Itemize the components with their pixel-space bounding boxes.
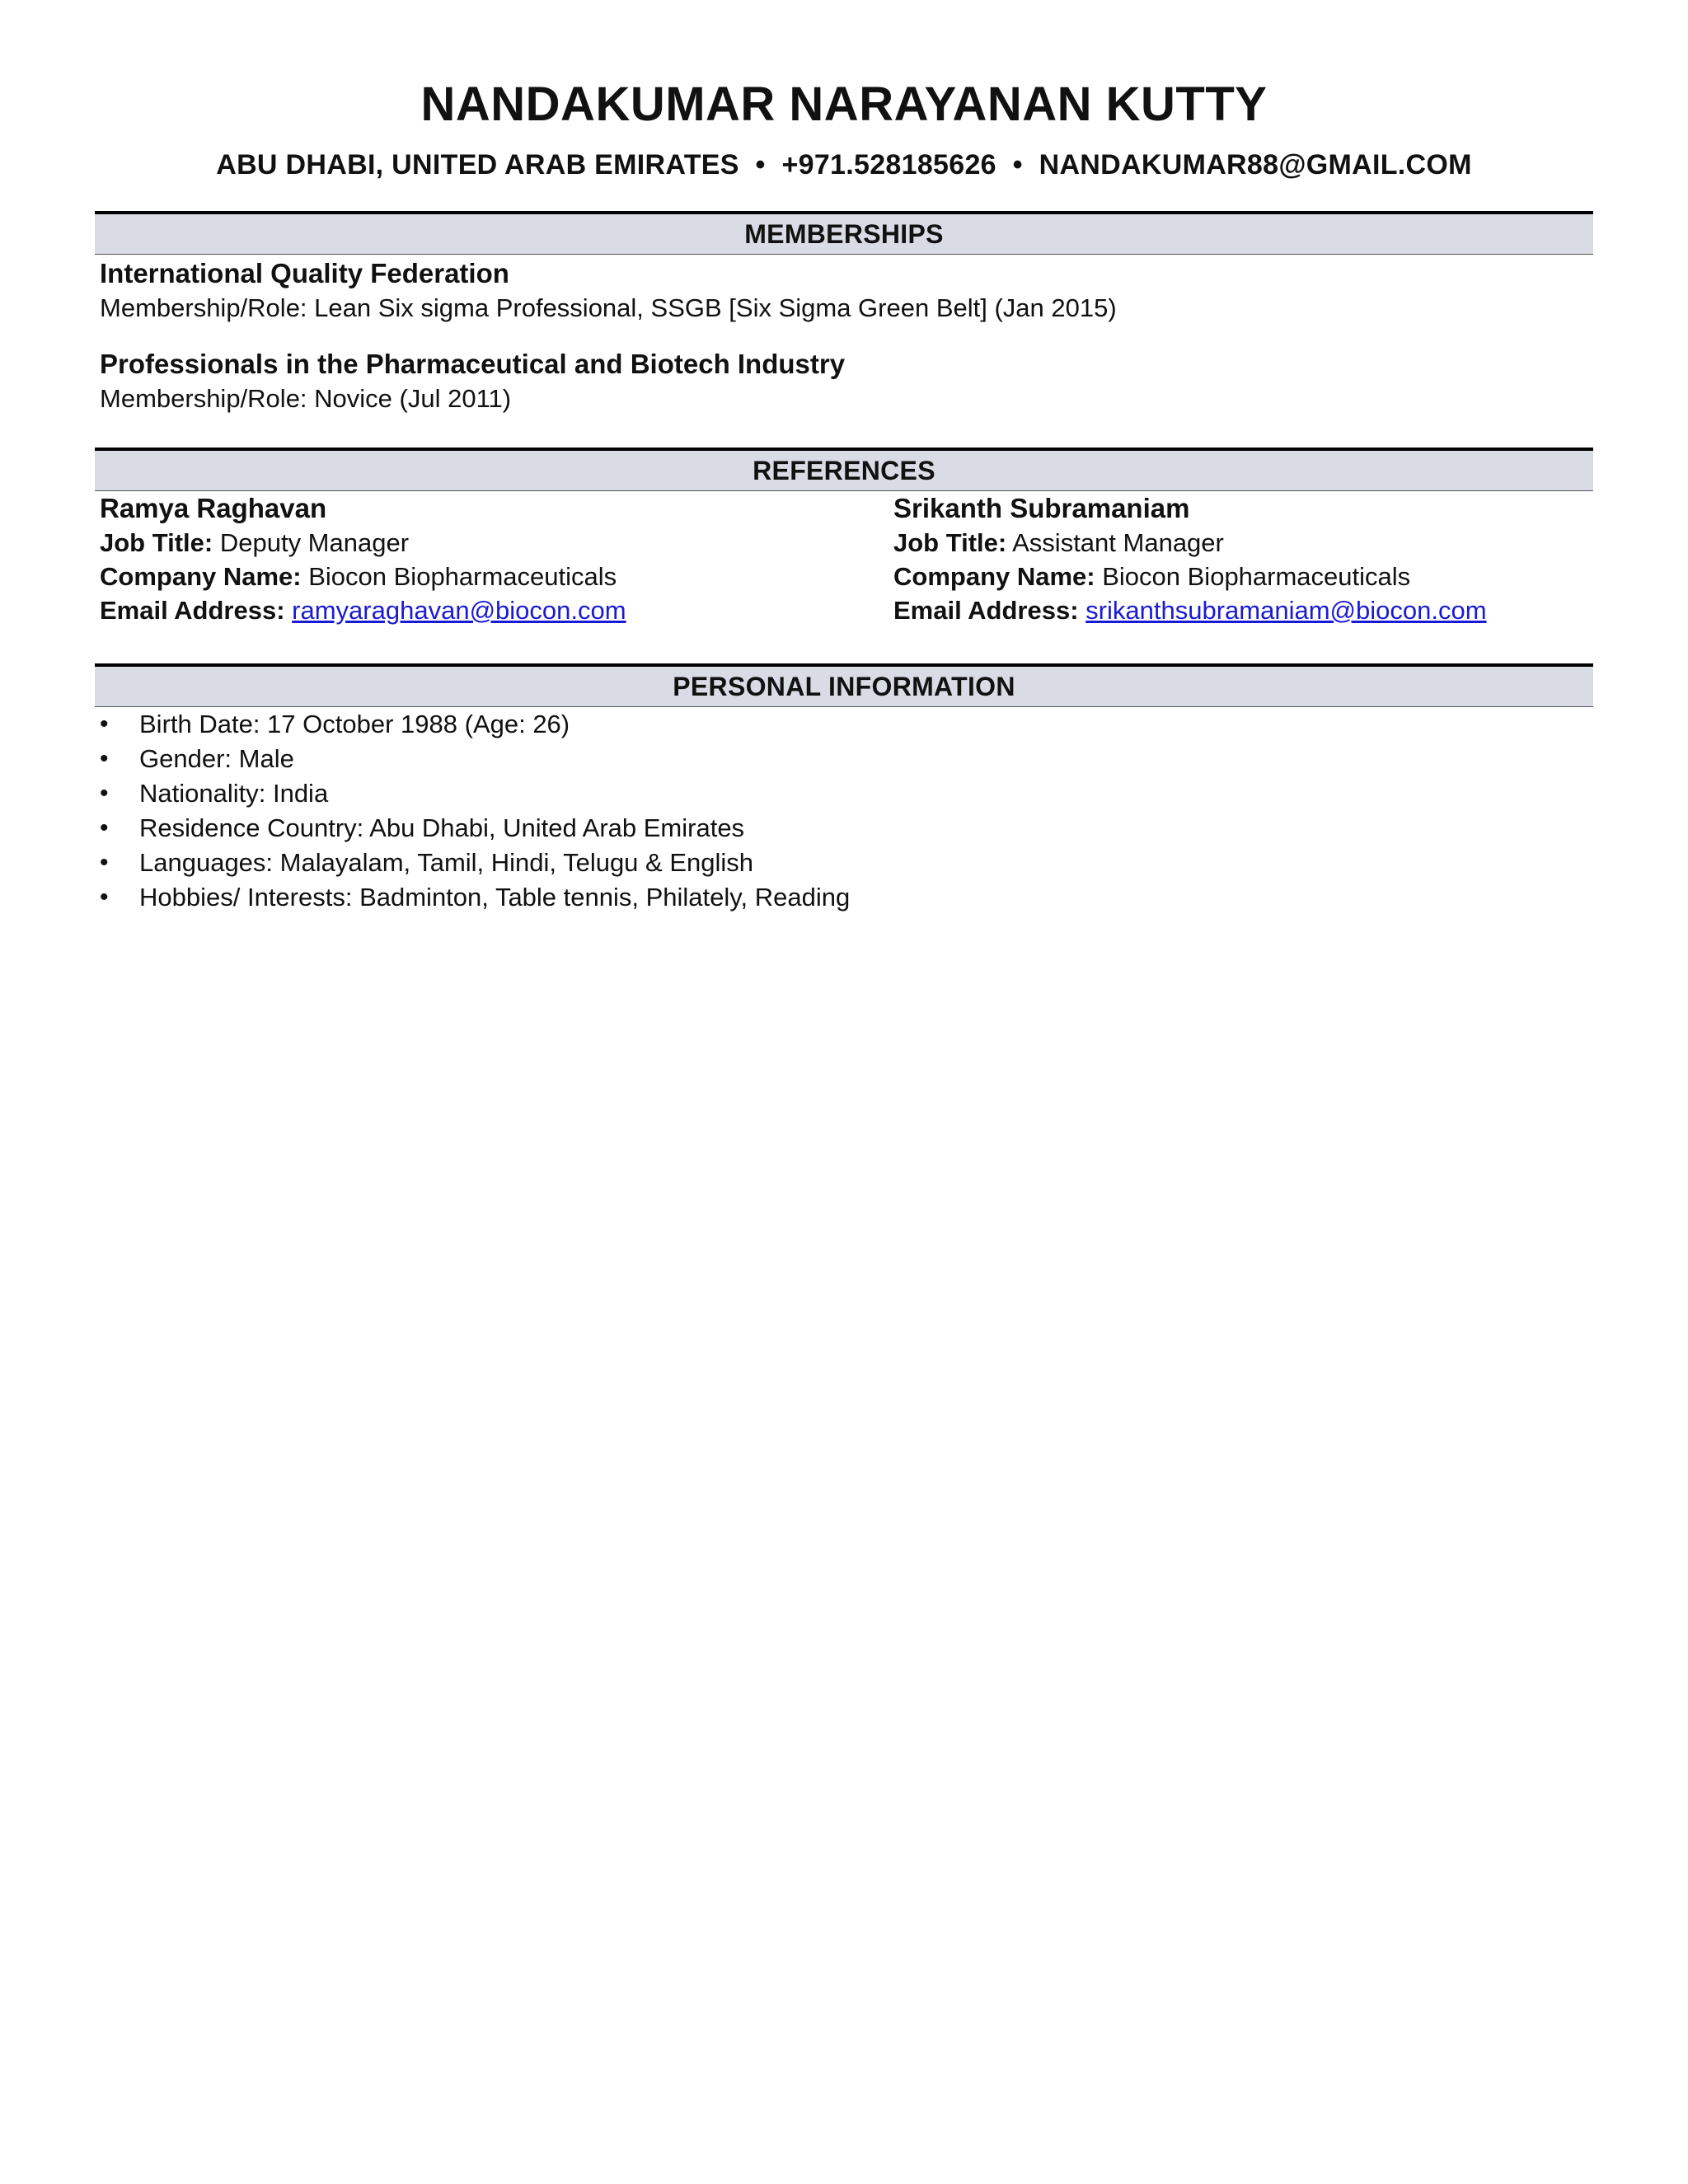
bullet-icon: • [100, 849, 109, 876]
memberships-section [95, 211, 1593, 416]
reference-job-title [893, 526, 1593, 560]
bullet-icon: • [100, 710, 109, 738]
list-item [100, 880, 1593, 915]
list-item [100, 742, 1593, 776]
job-title-label: Job Title: [100, 528, 213, 557]
company-value: Biocon Biopharmaceuticals [308, 562, 617, 591]
contact-email[interactable]: NANDAKUMAR88@GMAIL.COM [1039, 149, 1472, 180]
list-item-text: Birth Date: 17 October 1988 (Age: 26) [139, 710, 570, 738]
list-item-text: Nationality: India [139, 779, 329, 808]
membership-role: Membership/Role: Lean Six sigma Professional, SSGB [Six Sigma Green Belt] (Jan 2015) [100, 293, 1117, 322]
reference-name: Srikanth Subramaniam [893, 493, 1190, 523]
reference-email [893, 593, 1593, 627]
bullet-icon: • [100, 780, 109, 807]
contact-line [95, 147, 1593, 183]
reference-company [100, 560, 893, 593]
list-item-text: Gender: Male [139, 744, 294, 773]
reference-job-title [100, 526, 893, 560]
job-title-value: Assistant Manager [1012, 528, 1224, 557]
list-item [100, 776, 1593, 811]
personal-info-section [95, 663, 1593, 915]
reference-company [893, 560, 1593, 593]
contact-location: ABU DHABI, UNITED ARAB EMIRATES [216, 149, 739, 180]
reference-email [100, 593, 893, 627]
company-label: Company Name: [893, 562, 1095, 591]
job-title-value: Deputy Manager [219, 528, 410, 557]
list-item-text: Languages: Malayalam, Tamil, Hindi, Telugu & English [139, 848, 753, 877]
personal-info-heading: PERSONAL INFORMATION [95, 663, 1593, 707]
personal-info-list [95, 707, 1593, 915]
list-item-text: Hobbies/ Interests: Badminton, Table tennis, Philately, Reading [139, 883, 851, 912]
bullet-icon: • [100, 745, 109, 772]
list-item-text: Residence Country: Abu Dhabi, United Arab Emirates [139, 813, 745, 842]
contact-separator: • [1012, 149, 1023, 180]
memberships-heading: MEMBERSHIPS [95, 211, 1593, 255]
references-section [95, 448, 1593, 627]
bullet-icon: • [100, 883, 109, 911]
references-list [95, 491, 1593, 627]
list-item [100, 846, 1593, 880]
membership-entry [95, 256, 1593, 326]
membership-role: Membership/Role: Novice (Jul 2011) [100, 384, 512, 413]
reference-name: Ramya Raghavan [100, 493, 327, 523]
job-title-label: Job Title: [893, 528, 1007, 557]
bullet-icon: • [100, 814, 109, 841]
company-label: Company Name: [100, 562, 302, 591]
reference-card [893, 491, 1593, 627]
email-label: Email Address: [893, 596, 1079, 625]
membership-organization: International Quality Federation [100, 258, 509, 288]
reference-card [100, 491, 893, 627]
company-value: Biocon Biopharmaceuticals [1102, 562, 1411, 591]
contact-separator: • [755, 149, 766, 180]
candidate-name: NANDAKUMAR NARAYANAN KUTTY [420, 77, 1268, 131]
membership-entry [95, 347, 1593, 416]
email-link[interactable]: ramyaraghavan@biocon.com [292, 596, 626, 625]
email-label: Email Address: [100, 596, 285, 625]
membership-organization: Professionals in the Pharmaceutical and Biotech Industry [100, 349, 846, 379]
list-item [100, 811, 1593, 846]
references-heading: REFERENCES [95, 448, 1593, 491]
email-link[interactable]: srikanthsubramaniam@biocon.com [1085, 596, 1487, 625]
list-item [100, 707, 1593, 742]
contact-phone: +971.528185626 [781, 149, 996, 180]
